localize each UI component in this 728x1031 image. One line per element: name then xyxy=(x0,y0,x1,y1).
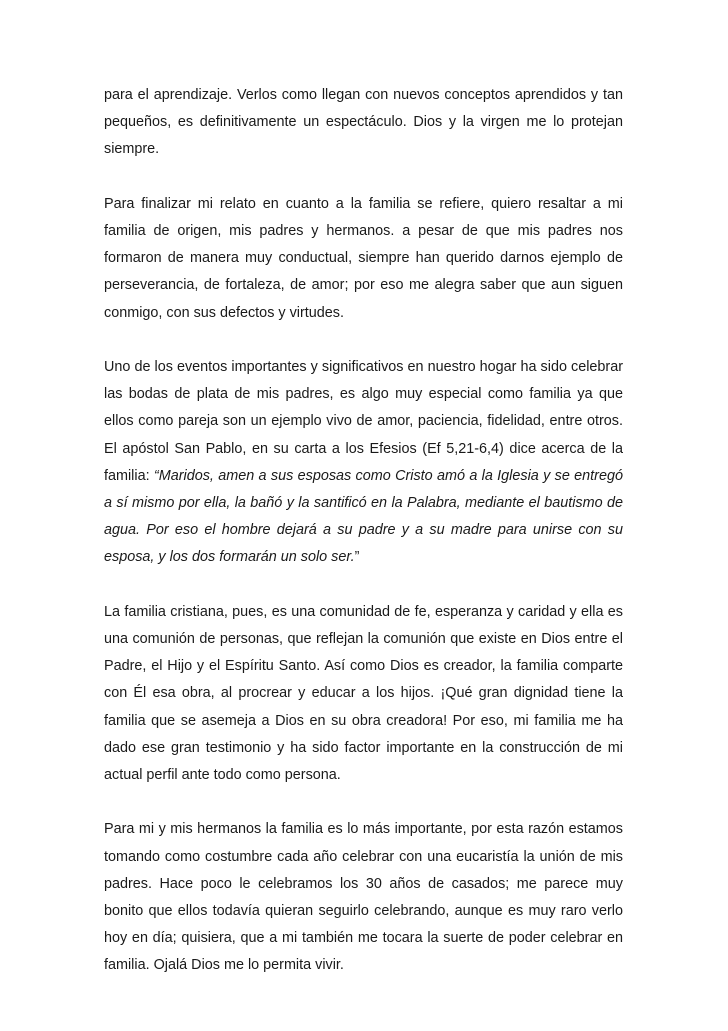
bible-quote: “Maridos, amen a sus esposas como Cristo amó a la Iglesia y se entregó a sí mismo por ella, la bañó y la santificó en la Palabra, mediante el bautismo de agua. Por eso el hombre dejará a su padre y a su madre para unirse con su esposa, y los dos formarán un solo ser. xyxy=(104,467,623,566)
paragraph-5 xyxy=(104,816,623,979)
paragraph-4 xyxy=(104,599,623,789)
paragraph-text: Para finalizar mi relato en cuanto a la familia se refiere, quiero resaltar a mi familia de origen, mis padres y hermanos. a pesar de que mis padres nos formaron de manera muy conductual, siempre han querido darnos ejemplo de perseverancia, de fortaleza, de amor; por eso me alegra saber que aun siguen conmigo, con sus defectos y virtudes. xyxy=(104,195,623,321)
paragraph-3 xyxy=(104,354,623,572)
closing-quote-mark: ” xyxy=(354,549,360,566)
paragraph-text: Uno de los eventos importantes y significativos en nuestro hogar ha sido celebrar las bodas de plata de mis padres, es algo muy especial como familia ya que ellos como pareja son un ejemplo vivo de amor, paciencia, fidelidad, entre otros. El apóstol San Pablo, en su carta a los Efesios (Ef 5,21-6,4) dice acerca de la familia: xyxy=(104,359,623,484)
paragraph-2 xyxy=(104,191,623,327)
paragraph-text: La familia cristiana, pues, es una comunidad de fe, esperanza y caridad y ella es una comunión de personas, que reflejan la comunión que existe en Dios entre el Padre, el Hijo y el Espíritu Santo. Así como Dios es creador, la familia comparte con Él esa obra, al procrear y educar a los hijos. ¡Qué gran dignidad tiene la familia que se asemeja a Dios en su obra creadora! Por eso, mi familia me ha dado ese gran testimonio y ha sido factor importante en la construcción de mi actual perfil ante todo como persona. xyxy=(104,603,623,784)
document-body xyxy=(104,82,623,980)
paragraph-text: para el aprendizaje. Verlos como llegan con nuevos conceptos aprendidos y tan pequeños, es definitivamente un espectáculo. Dios y la virgen me lo protejan siempre. xyxy=(104,87,623,158)
paragraph-text: Para mi y mis hermanos la familia es lo más importante, por esta razón estamos tomando como costumbre cada año celebrar con una eucaristía la unión de mis padres. Hace poco le celebramos los 30 años de casados; me parece muy bonito que ellos todavía quieran seguirlo celebrando, aunque es muy raro verlo hoy en día; quisiera, que a mi también me tocara la suerte de poder celebrar en familia. Ojalá Dios me lo permita vivir. xyxy=(104,821,623,974)
paragraph-1 xyxy=(104,82,623,164)
